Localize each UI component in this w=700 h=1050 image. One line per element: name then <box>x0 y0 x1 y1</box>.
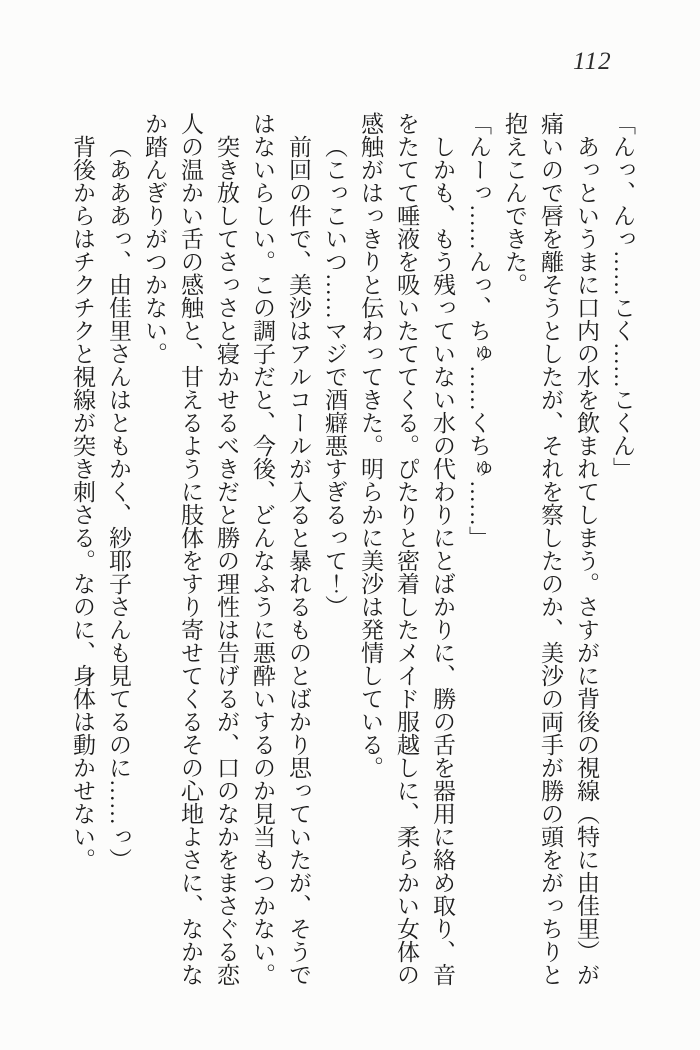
paragraph: 突き放してさっさと寝かせるべきだと勝の理性は告げるが、口のなかをまさぐる恋人の温かい舌の感触と、甘えるように肢体をすり寄せてくるその心地よさに、なかなか踏んぎりがつかない。 <box>142 112 239 986</box>
vertical-text-block <box>64 112 640 986</box>
paragraph: あっというまに口内の水を飲まれてしまう。さすがに背後の視線（特に由佳里）が痛いので唇を離そうとしたが、それを察したのか、美沙の両手が勝の頭をがっちりと抱えこんできた。 <box>502 112 599 986</box>
paragraph: 「んーっ……んっ、ちゅ……くちゅ……」 <box>466 112 491 549</box>
paragraph: 前回の件で、美沙はアルコールが入ると暴れるものとばかり思っていたが、そうではないらしい。この調子だと、今後、どんなふうに悪酔いするのか見当もつかない。 <box>250 112 311 986</box>
page-number: 112 <box>573 48 612 75</box>
paragraph: しかも、もう残っていない水の代わりにとばかりに、勝の舌を器用に絡め取り、音をたてて唾液を吸いたててくる。ぴたりと密着したメイド服越しに、柔らかい女体の感触がはっきりと伝わってきた。明らかに美沙は発情している。 <box>358 112 455 986</box>
paragraph: （あああっ、由佳里さんはともかく、紗耶子さんも見てるのに……っ） <box>106 135 131 871</box>
paragraph: 「んっ、んっ……こく……こくん」 <box>610 112 635 480</box>
paragraph: 背後からはチクチクと視線が突き刺さる。なのに、身体は動かせない。 <box>70 135 95 871</box>
paragraph: （こっこいつ……マジで酒癖悪すぎるって！） <box>322 135 347 618</box>
